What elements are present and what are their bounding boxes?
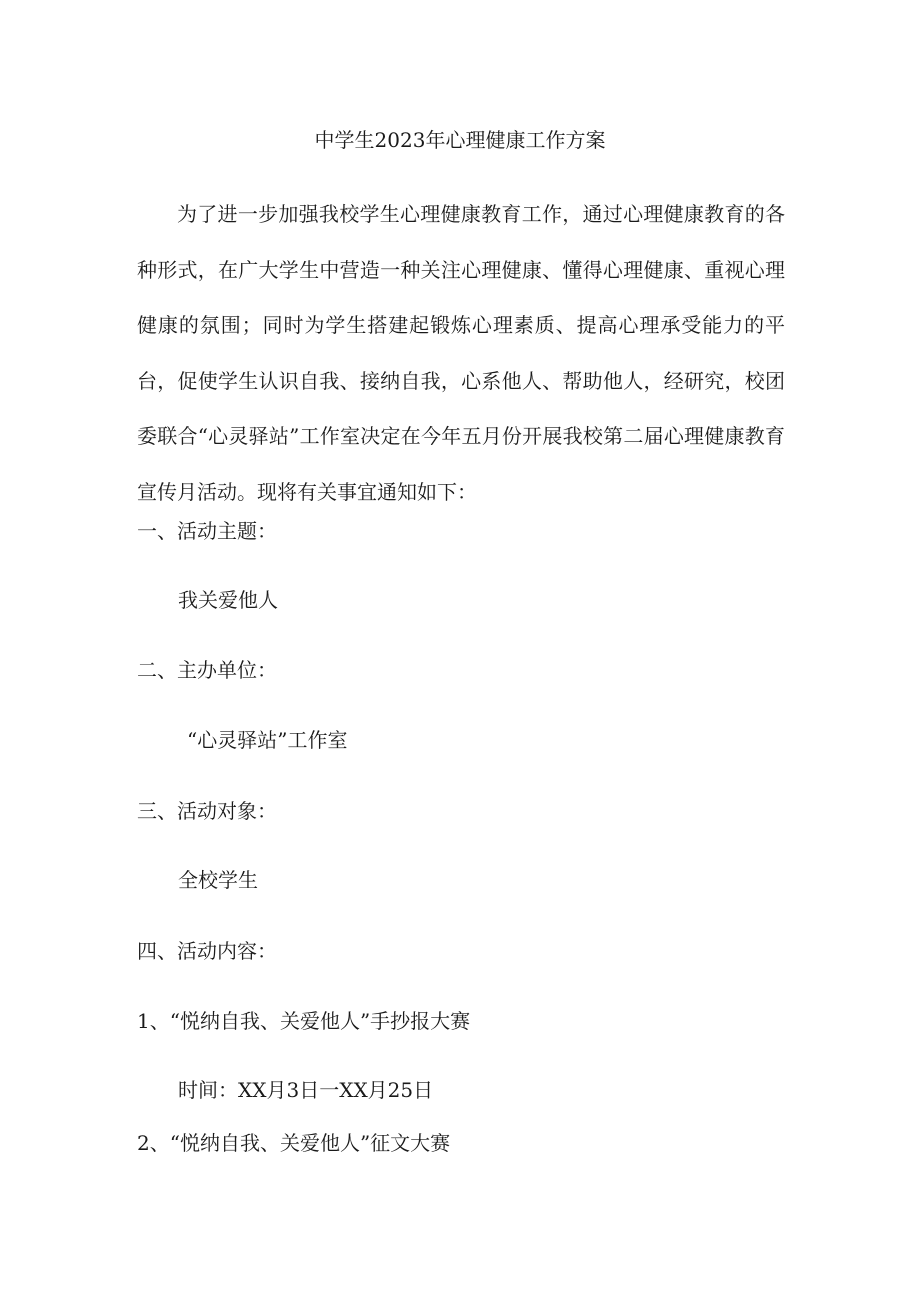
activity-item-1: 1、“悦纳自我、关爱他人”手抄报大赛 (137, 1009, 471, 1033)
section-content-audience: 全校学生 (178, 868, 258, 892)
activity-item-2: 2、“悦纳自我、关爱他人”征文大赛 (137, 1131, 451, 1155)
intro-paragraph: 为了进一步加强我校学生心理健康教育工作，通过心理健康教育的各种形式，在广大学生中营造一种关注心理健康、懂得心理健康、重视心理健康的氛围；同时为学生搭建起锻炼心理素质、提高心理承受能力的平台，促使学生认识自我、接纳自我，心系他人、帮助他人，经研究，校团委联合“心灵驿站”工作室决定在今年五月份开展我校第二届心理健康教育宣传月活动。现将有关事宜通知如下： (137, 202, 785, 504)
activity-item-1-time: 时间：XX月3日一XX月25日 (178, 1078, 434, 1102)
section-heading-organizer: 二、主办单位： (137, 658, 277, 682)
section-content-organizer: “心灵驿站”工作室 (187, 728, 348, 752)
section-content-theme: 我关爱他人 (178, 588, 278, 612)
document-title: 中学生2023年心理健康工作方案 (314, 128, 606, 152)
section-heading-audience: 三、活动对象： (137, 799, 277, 823)
section-heading-content: 四、活动内容： (137, 939, 277, 963)
section-heading-theme: 一、活动主题： (137, 519, 277, 543)
intro-paragraph-block (137, 187, 785, 520)
